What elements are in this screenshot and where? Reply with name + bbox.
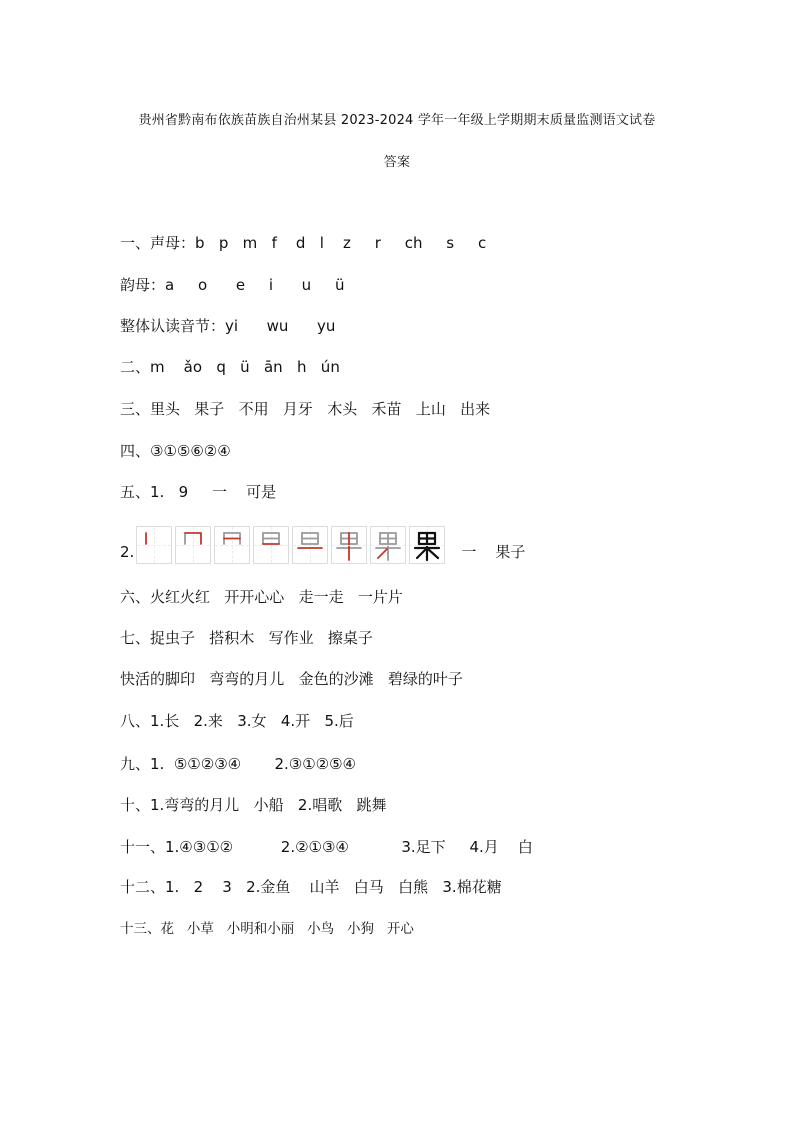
stroke-order-glyph-7	[371, 527, 405, 563]
stroke-order-glyph-5	[293, 527, 327, 563]
stroke-8	[428, 549, 438, 558]
stroke-order-box-8	[409, 526, 445, 564]
answer-line-section-2: 二、m ǎo q ü ān h ún	[120, 358, 340, 376]
stroke-order-box-4	[253, 526, 289, 564]
answer-line-consonants: 一、声母：b p m f d l z r ch s c	[120, 234, 487, 252]
answer-line-section-8: 八、1.长 2.来 3.女 4.开 5.后	[120, 712, 354, 730]
stroke-order-glyph-6	[332, 527, 366, 563]
answer-line-section-9: 九、1. ⑤①②③④ 2.③①②⑤④	[120, 755, 357, 773]
stroke-order-boxes	[136, 526, 445, 564]
stroke-7	[378, 549, 387, 558]
document-subtitle: 答案	[383, 155, 411, 170]
answer-line-section-6: 六、火红火红 开开心心 走一走 一片片	[120, 588, 403, 606]
answer-line-section-11: 十一、1.④③①② 2.②①③④ 3.足下 4.月 白	[120, 838, 533, 856]
document-title: 贵州省黔南布依族苗族自治州某县 2023-2024 学年一年级上学期期末质量监测语文试卷	[138, 113, 656, 128]
stroke-order-number: 2.	[120, 543, 135, 561]
stroke-order-box-2	[175, 526, 211, 564]
answer-line-whole-syllables: 整体认读音节：yi wu yu	[120, 317, 336, 335]
stroke-order-box-1	[136, 526, 172, 564]
stroke-order-box-6	[331, 526, 367, 564]
answer-line-section-5: 五、1. 9 一 可是	[120, 483, 277, 501]
answer-line-section-12: 十二、1. 2 3 2.金鱼 山羊 白马 白熊 3.棉花糖	[120, 878, 502, 896]
stroke-order-glyph-4	[254, 527, 288, 563]
answer-line-vowels: 韵母：a o e i u ü	[120, 276, 345, 294]
answer-line-section-3: 三、里头 果子 不用 月牙 木头 禾苗 上山 出来	[120, 400, 491, 418]
answer-line-section-7: 七、捉虫子 搭积木 写作业 擦桌子	[120, 629, 373, 647]
stroke-order-row	[120, 520, 525, 564]
stroke-order-answer: 一 果子	[461, 543, 526, 561]
stroke-order-glyph-2	[176, 527, 210, 563]
stroke-order-box-5	[292, 526, 328, 564]
stroke-order-glyph-8	[410, 527, 444, 563]
stroke-order-box-3	[214, 526, 250, 564]
stroke-order-glyph-1	[137, 527, 171, 563]
answer-line-section-13: 十三、花 小草 小明和小丽 小鸟 小狗 开心	[120, 921, 414, 937]
answer-line-section-4: 四、③①⑤⑥②④	[120, 442, 231, 460]
answer-line-section-10: 十、1.弯弯的月儿 小船 2.唱歌 跳舞	[120, 796, 387, 814]
stroke-order-box-7	[370, 526, 406, 564]
stroke-2	[185, 533, 201, 544]
stroke-order-glyph-3	[215, 527, 249, 563]
answer-line-section-7b: 快活的脚印 弯弯的月儿 金色的沙滩 碧绿的叶子	[120, 670, 463, 688]
stroke-7	[417, 549, 426, 558]
